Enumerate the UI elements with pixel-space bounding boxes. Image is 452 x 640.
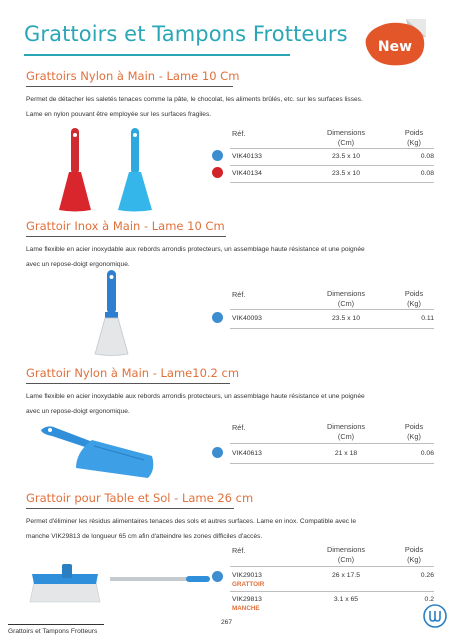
product-ref: VIK40133 [232, 153, 262, 160]
floor-scraper-with-handle-image [26, 552, 212, 612]
product-weight: 0.08 [420, 153, 434, 160]
badge-text: New [377, 39, 413, 55]
product-weight: 0.06 [420, 450, 434, 457]
product-dimensions: 26 x 17.5 [332, 572, 360, 579]
header-ref: Réf. [232, 129, 246, 138]
section-description: Lame flexible en acier inoxydable aux rebords arrondis protecteurs, un assemblage haute résistance et une poignée [26, 393, 365, 400]
section-underline [26, 236, 226, 237]
color-swatch-blue [212, 571, 223, 582]
brand-logo-icon [423, 604, 447, 628]
header-weight: Poids (Kg) [404, 128, 424, 147]
product-dimensions: 23.5 x 10 [332, 315, 360, 322]
section-title-floor-scraper: Grattoir pour Table et Sol - Lame 26 cm [26, 491, 254, 505]
table-divider [230, 182, 434, 183]
table-divider [230, 148, 434, 149]
section-title-steel-scraper: Grattoir Inox à Main - Lame 10 Cm [26, 219, 225, 233]
table-divider [230, 591, 434, 592]
header-dimensions: Dimensions (Cm) [326, 545, 366, 564]
product-ref: VIK40134 [232, 170, 262, 177]
product-ref: VIK40613 [232, 450, 262, 457]
product-weight: 0.26 [420, 572, 434, 579]
color-swatch-blue [212, 312, 223, 323]
blue-scraper-image [118, 128, 152, 212]
header-weight: Poids (Kg) [404, 545, 424, 564]
product-dimensions: 21 x 18 [334, 450, 358, 457]
header-ref: Réf. [232, 290, 246, 299]
table-divider [230, 463, 434, 464]
section-description: Lame en nylon pouvant être employée sur les surfaces fragiles. [26, 111, 212, 118]
scraper-product-image [56, 126, 176, 214]
header-dimensions: Dimensions (Cm) [326, 128, 366, 147]
table-divider [230, 165, 434, 166]
product-weight: 0.11 [421, 315, 434, 322]
section-underline [26, 86, 233, 87]
product-subtitle: MANCHE [232, 605, 260, 612]
section-description: Permet de détacher les saletés tenaces comme la pâte, le chocolat, les aliments brûlés, etc. sur les surfaces lisses. [26, 96, 363, 103]
product-ref: VIK29813 [232, 596, 262, 603]
header-dimensions: Dimensions (Cm) [326, 289, 366, 308]
color-swatch-blue [212, 150, 223, 161]
color-swatch-blue [212, 447, 223, 458]
section-title-nylon-scraper: Grattoirs Nylon à Main - Lame 10 Cm [26, 69, 240, 83]
product-dimensions: 3.1 x 65 [333, 596, 359, 603]
section-underline [26, 383, 230, 384]
wide-nylon-scraper-image [36, 422, 176, 482]
section-description: avec un repose-doigt ergonomique. [26, 261, 130, 268]
table-divider [230, 328, 434, 329]
page-title: Grattoirs et Tampons Frotteurs [24, 22, 348, 46]
section-description: Lame flexible en acier inoxydable aux rebords arrondis protecteurs, un assemblage haute résistance et une poignée [26, 246, 365, 253]
product-dimensions: 23.5 x 10 [332, 170, 360, 177]
product-dimensions: 23.5 x 10 [332, 153, 360, 160]
product-weight: 0.2 [424, 596, 434, 603]
section-description: avec un repose-doigt ergonomique. [26, 408, 130, 415]
section-underline [26, 508, 234, 509]
color-swatch-red [212, 167, 223, 178]
footer-title: Grattoirs et Tampons Frotteurs [8, 628, 98, 635]
product-subtitle: GRATTOIR [232, 581, 265, 588]
header-ref: Réf. [232, 546, 246, 555]
page-number: 267 [221, 619, 233, 626]
header-weight: Poids (Kg) [404, 422, 424, 441]
header-dimensions: Dimensions (Cm) [326, 422, 366, 441]
header-weight: Poids (Kg) [404, 289, 424, 308]
section-description: manche VIK29813 de longueur 65 cm afin d'atteindre les zones difficiles d'accès. [26, 533, 263, 540]
footer-rule [8, 624, 104, 625]
steel-scraper-image [88, 268, 138, 358]
section-description: Permet d'éliminer les résidus alimentaires tenaces des sols et autres surfaces. Lame en inox. Compatible avec le [26, 518, 357, 525]
table-divider [230, 443, 434, 444]
red-scraper-image [59, 128, 91, 212]
title-underline [24, 54, 290, 56]
product-ref: VIK40093 [232, 315, 262, 322]
product-ref: VIK29013 [232, 572, 262, 579]
table-divider [230, 566, 434, 567]
table-divider [230, 309, 434, 310]
new-badge-icon [360, 15, 430, 71]
header-ref: Réf. [232, 423, 246, 432]
product-weight: 0.08 [420, 170, 434, 177]
section-title-nylon-scraper-wide: Grattoir Nylon à Main - Lame10.2 cm [26, 366, 240, 380]
